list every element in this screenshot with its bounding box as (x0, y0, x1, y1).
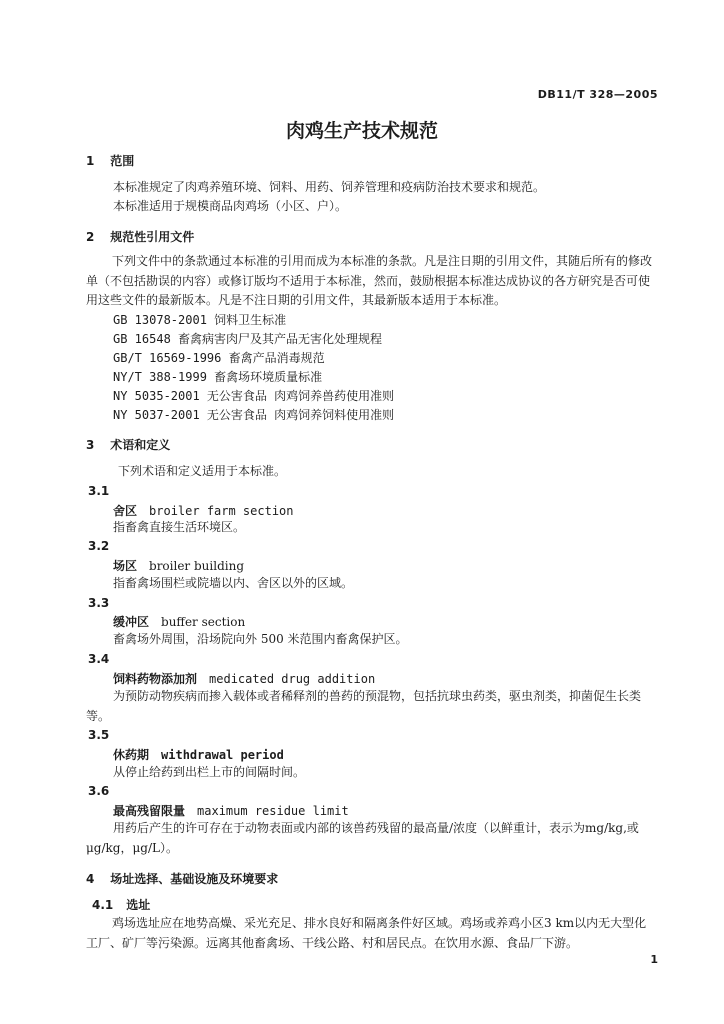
term-heading (113, 746, 284, 763)
paragraph: 下列文件中的条款通过本标准的引用而成为本标准的条款。凡是注日期的引用文件，其随后所有的修改单（不包括勘误的内容）或修订版均不适用于本标准，然而，鼓励根据本标准达成协议的各方研究是否可使用这些文件的最新版本。凡是不注日期的引用文件，其最新版本适用于本标准。 (86, 254, 653, 307)
term-en: buffer section (161, 615, 246, 629)
term-number: 3.6 (88, 784, 110, 798)
term-number: 3.4 (88, 652, 110, 666)
term-definition: 指畜禽直接生活环境区。 (113, 520, 246, 534)
reference-item: GB/T 16569-1996 畜禽产品消毒规范 (113, 351, 325, 365)
section-number: 2 (86, 230, 95, 244)
reference-item: GB 13078-2001 饲料卫生标准 (113, 313, 287, 327)
term-en: broiler building (149, 559, 245, 573)
section-4-heading (86, 870, 278, 887)
section-title: 规范性引用文件 (110, 230, 195, 244)
reference-item: NY/T 388-1999 畜禽场环境质量标准 (113, 370, 323, 384)
paragraph: 鸡场选址应在地势高燥、采光充足、排水良好和隔离条件好区域。鸡场或养鸡小区3 km以内无大型化工厂、矿厂等污染源。远离其他畜禽场、干线公路、村和居民点。在饮用水源、食品厂下游。 (86, 916, 647, 950)
term-en: broiler farm section (149, 504, 294, 518)
page-number: 1 (650, 953, 658, 966)
term-number: 3.5 (88, 728, 110, 742)
document-title: 肉鸡生产技术规范 (285, 120, 438, 142)
term-definition: 畜禽场外周围，沿场院向外 500 米范围内畜禽保护区。 (113, 632, 408, 646)
term-definition: 指畜禽场围栏或院墙以内、舍区以外的区域。 (113, 576, 354, 590)
term-definition: 为预防动物疾病而掺入载体或者稀释剂的兽药的预混物，包括抗球虫药类，驱虫剂类，抑菌促生长类等。 (86, 689, 642, 723)
term-number: 3.1 (88, 484, 110, 498)
term-heading (113, 670, 375, 687)
section-number: 4 (86, 872, 95, 886)
term-zh: 场区 (113, 559, 138, 573)
term-zh: 休药期 (113, 748, 150, 762)
term-heading (113, 557, 244, 574)
reference-item: NY 5037-2001 无公害食品 肉鸡饲养饲料使用准则 (113, 408, 395, 422)
term-number: 3.3 (88, 596, 110, 610)
term-definition: 用药后产生的许可存在于动物表面或内部的该兽药残留的最高量/浓度（以鲜重计，表示为mg/kg,或μg/kg，μg/L）。 (86, 821, 639, 855)
term-definition: 从停止给药到出栏上市的间隔时间。 (113, 765, 306, 779)
term-en: maximum residue limit (197, 804, 349, 818)
term-zh: 舍区 (113, 504, 138, 518)
reference-item: GB 16548 畜禽病害肉尸及其产品无害化处理规程 (113, 332, 383, 346)
paragraph: 本标准适用于规模商品肉鸡场（小区、户）。 (113, 199, 348, 213)
section-title: 场址选择、基础设施及环境要求 (110, 872, 279, 886)
section-2-heading (86, 228, 194, 245)
standard-number: DB11/T 328—2005 (537, 88, 658, 101)
subsection-number: 4.1 (92, 898, 114, 912)
section-number: 3 (86, 438, 95, 452)
term-heading (113, 613, 245, 630)
term-number: 3.2 (88, 539, 110, 553)
subsection-4-1-heading (92, 896, 150, 913)
section-number: 1 (86, 154, 95, 168)
term-zh: 饲料药物添加剂 (113, 672, 198, 686)
section-3-heading (86, 436, 170, 453)
section-title: 范围 (110, 154, 135, 168)
term-en: medicated drug addition (209, 672, 376, 686)
section-title: 术语和定义 (110, 438, 171, 452)
reference-list (113, 311, 394, 425)
term-en: withdrawal period (161, 748, 284, 762)
reference-item: NY 5035-2001 无公害食品 肉鸡饲养兽药使用准则 (113, 389, 395, 403)
paragraph: 本标准规定了肉鸡养殖环境、饲料、用药、饲养管理和疫病防治技术要求和规范。 (113, 180, 546, 194)
paragraph: 下列术语和定义适用于本标准。 (118, 464, 287, 478)
section-1-heading (86, 152, 134, 169)
subsection-title: 选址 (126, 898, 151, 912)
term-zh: 最高残留限量 (113, 804, 186, 818)
term-zh: 缓冲区 (113, 615, 150, 629)
term-heading (113, 802, 349, 819)
